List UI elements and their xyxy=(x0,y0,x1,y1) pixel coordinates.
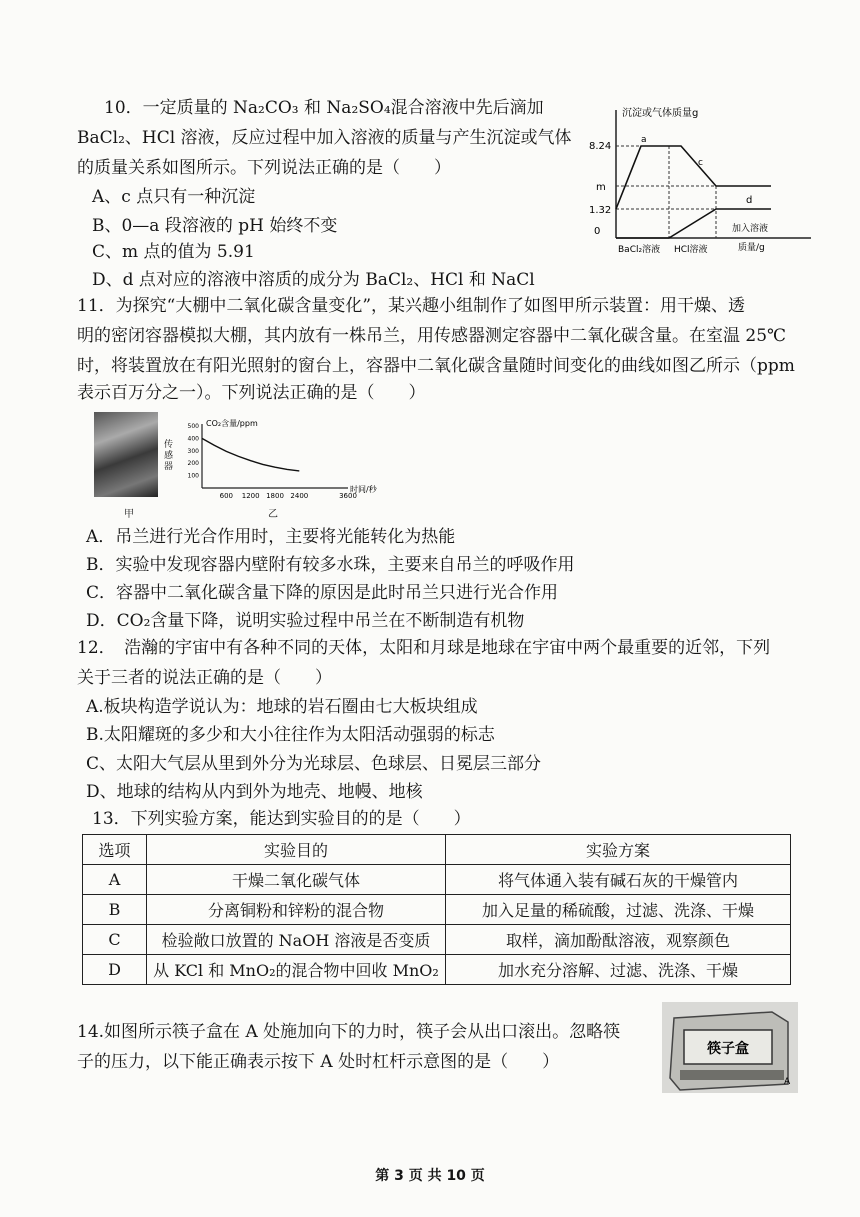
table-header: 选项 xyxy=(83,835,147,865)
co2-xlabel: 时间/秒 xyxy=(350,485,377,494)
table-cell: C xyxy=(83,925,147,955)
q10-xseg-bacl2: BaCl₂溶液 xyxy=(618,245,661,255)
co2-xtick-label: 1800 xyxy=(266,492,284,500)
q10-option-b: B、0—a 段溶液的 pH 始终不变 xyxy=(92,216,338,236)
q10-point-c: c xyxy=(698,158,703,168)
table-cell: D xyxy=(83,955,147,985)
q13-line1: 13．下列实验方案，能达到实验目的的是（ ） xyxy=(92,809,471,829)
q12-option-c: C、太阳大气层从里到外分为光球层、色球层、日冕层三部分 xyxy=(86,754,542,774)
q10-option-a: A、c 点只有一种沉淀 xyxy=(92,187,256,207)
co2-ytick-label: 300 xyxy=(187,447,199,455)
chopstick-box-image xyxy=(660,1000,800,1095)
chopstick-box-label: 筷子盒 xyxy=(707,1041,749,1057)
q10-ytick-m: m xyxy=(596,182,606,193)
co2-ylabel: CO₂含量/ppm xyxy=(206,419,258,428)
q10-line1: 10．一定质量的 Na₂CO₃ 和 Na₂SO₄混合溶液中先后滴加 xyxy=(104,98,544,118)
table-cell: 取样，滴加酚酞溶液，观察颜色 xyxy=(446,925,791,955)
page-footer: 第 3 页 共 10 页 xyxy=(375,1168,485,1184)
co2-ytick-label: 400 xyxy=(187,435,199,443)
table-cell: 从 KCl 和 MnO₂的混合物中回收 MnO₂ xyxy=(147,955,446,985)
q12-line1: 12． 浩瀚的宇宙中有各种不同的天体，太阳和月球是地球在宇宙中两个最重要的近邻，下列 xyxy=(77,638,771,658)
q11-co2-chart xyxy=(178,416,393,512)
table-cell: 将气体通入装有碱石灰的干燥管内 xyxy=(446,865,791,895)
table-header: 实验方案 xyxy=(446,835,791,865)
table-header: 实验目的 xyxy=(147,835,446,865)
table-cell: 检验敞口放置的 NaOH 溶液是否变质 xyxy=(147,925,446,955)
q11-option-d: D．CO₂含量下降，说明实验过程中吊兰在不断制造有机物 xyxy=(86,611,525,631)
q10-option-d: D、d 点对应的溶液中溶质的成分为 BaCl₂、HCl 和 NaCl xyxy=(92,270,535,290)
co2-xtick-label: 1200 xyxy=(241,492,260,500)
q11-line3: 时，将装置放在有阳光照射的窗台上，容器中二氧化碳含量随时间变化的曲线如图乙所示（ppm xyxy=(77,356,795,376)
q14-line1: 14.如图所示筷子盒在 A 处施加向下的力时，筷子会从出口滚出。忽略筷 xyxy=(77,1022,621,1042)
table-cell: A xyxy=(83,865,147,895)
q10-xlabel-1: 加入溶液 xyxy=(732,224,769,234)
q10-point-d: d xyxy=(746,195,753,206)
table-row xyxy=(83,895,791,925)
chopstick-point-a: A xyxy=(784,1077,791,1087)
q10-xlabel-2: 质量/g xyxy=(738,243,765,253)
table-row xyxy=(83,955,791,985)
q11-line2: 明的密闭容器模拟大棚，其内放有一株吊兰，用传感器测定容器中二氧化碳含量。在室温 25℃ xyxy=(77,326,787,346)
q12-line2: 关于三者的说法正确的是（ ） xyxy=(77,668,332,688)
table-header-row xyxy=(83,835,791,865)
q10-point-a: a xyxy=(641,135,647,145)
co2-ytick-label: 500 xyxy=(187,423,199,430)
q12-option-d: D、地球的结构从内到外为地壳、地幔、地核 xyxy=(86,782,423,802)
table-row xyxy=(83,925,791,955)
co2-ytick-label: 100 xyxy=(187,472,199,480)
q14-line2: 子的压力，以下能正确表示按下 A 处时杠杆示意图的是（ ） xyxy=(77,1052,560,1072)
q11-fig-yi: 乙 xyxy=(268,509,278,520)
co2-xtick-label: 3600 xyxy=(339,492,357,500)
q11-option-a: A．吊兰进行光合作用时，主要将光能转化为热能 xyxy=(86,527,456,547)
q10-line2: BaCl₂、HCl 溶液，反应过程中加入溶液的质量与产生沉淀或气体 xyxy=(77,128,572,148)
table-cell: B xyxy=(83,895,147,925)
q11-device-photo xyxy=(94,412,158,497)
q10-xseg-hcl: HCl溶液 xyxy=(674,245,708,255)
q11-option-b: B．实验中发现容器内壁附有较多水珠，主要来自吊兰的呼吸作用 xyxy=(86,555,575,575)
q10-ylabel: 沉淀或气体质量g xyxy=(622,108,699,119)
co2-ytick-label: 200 xyxy=(187,460,199,468)
q10-line3: 的质量关系如图所示。下列说法正确的是（ ） xyxy=(77,158,451,178)
q10-graph xyxy=(586,98,816,258)
q11-line1: 11．为探究“大棚中二氧化碳含量变化”，某兴趣小组制作了如图甲所示装置：用干燥、透 xyxy=(77,296,746,316)
table-row xyxy=(83,865,791,895)
q13-table xyxy=(82,834,791,985)
co2-series-line xyxy=(202,438,299,471)
table-cell: 加入足量的稀硫酸，过滤、洗涤、干燥 xyxy=(446,895,791,925)
q11-option-c: C．容器中二氧化碳含量下降的原因是此时吊兰只进行光合作用 xyxy=(86,583,559,603)
q10-ytick-824: 8.24 xyxy=(589,141,612,152)
q11-fig-jia: 甲 xyxy=(124,509,134,520)
table-cell: 分离铜粉和锌粉的混合物 xyxy=(147,895,446,925)
co2-xtick-label: 600 xyxy=(219,492,234,500)
q12-option-b: B.太阳耀斑的多少和大小往往作为太阳活动强弱的标志 xyxy=(86,725,495,745)
table-cell: 加水充分溶解、过滤、洗涤、干燥 xyxy=(446,955,791,985)
q11-sensor-label: 传感器 xyxy=(164,440,174,472)
q10-origin: 0 xyxy=(594,226,601,237)
q10-ytick-132: 1.32 xyxy=(589,205,612,216)
q10-option-c: C、m 点的值为 5.91 xyxy=(92,242,255,262)
q12-option-a: A.板块构造学说认为：地球的岩石圈由七大板块组成 xyxy=(86,697,478,717)
q11-line4: 表示百万分之一）。下列说法正确的是（ ） xyxy=(77,383,426,403)
table-cell: 干燥二氧化碳气体 xyxy=(147,865,446,895)
co2-xtick-label: 2400 xyxy=(290,492,309,500)
